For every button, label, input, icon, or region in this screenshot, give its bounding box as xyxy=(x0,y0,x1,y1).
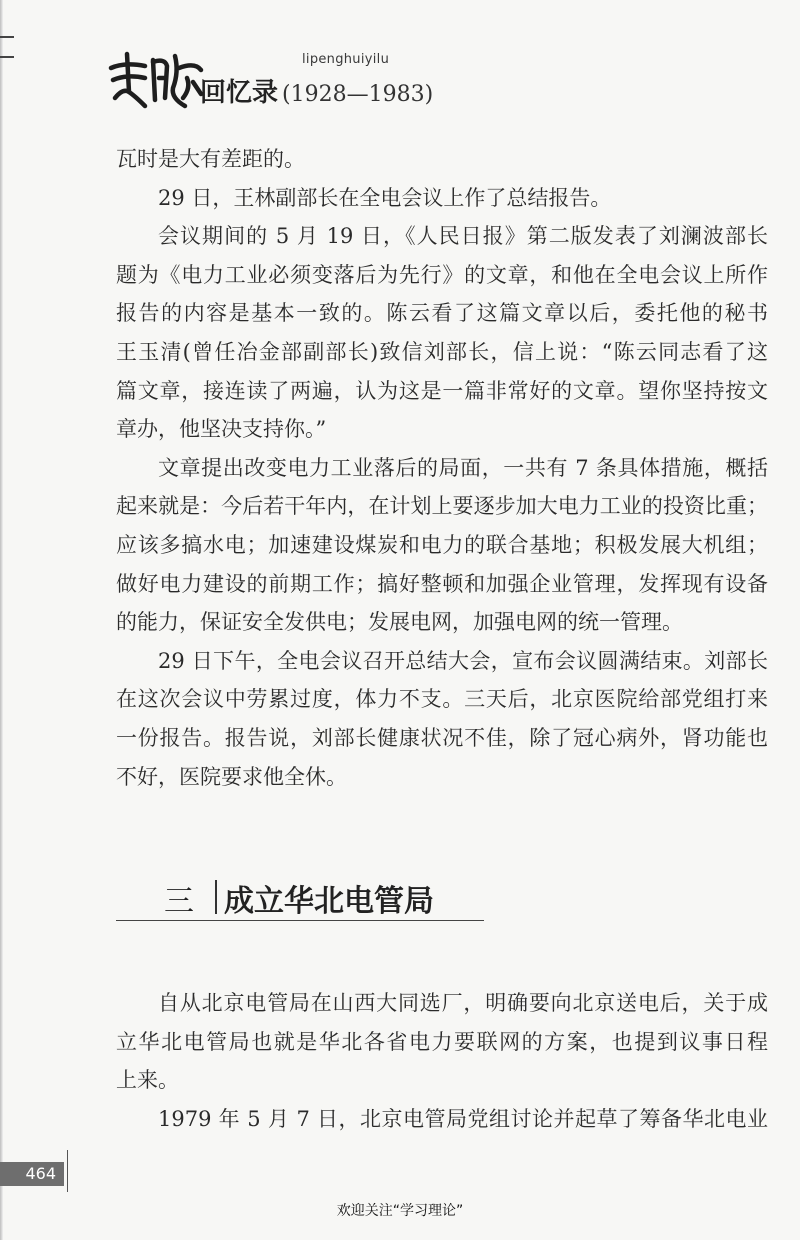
running-header xyxy=(105,48,525,120)
edge-mark xyxy=(0,36,14,38)
paragraph xyxy=(116,1100,768,1139)
paragraph xyxy=(116,642,768,796)
text-line: 不好，医院要求他全休。 xyxy=(116,764,347,789)
paragraph xyxy=(116,449,768,642)
text-line: 起来就是：今后若干年内，在计划上要逐步加大电力工业的投资比重； xyxy=(116,494,768,519)
text-line: 在这次会议中劳累过度，体力不支。三天后，北京医院给部党组打来 xyxy=(116,687,768,712)
page-number: 464 xyxy=(0,1162,64,1186)
body-text-top xyxy=(116,140,768,796)
text-line: 章办，他坚决支持你。” xyxy=(116,417,327,442)
text-line: 王玉清(曾任冶金部副部长)致信刘部长，信上说：“陈云同志看了这 xyxy=(116,339,768,364)
footer-note: 欢迎关注“学习理论” xyxy=(336,1203,464,1219)
text-line: 会议期间的 5 月 19 日，《人民日报》第二版发表了刘澜波部长 xyxy=(158,224,768,249)
page-edge xyxy=(0,0,3,1240)
handwritten-name-logo xyxy=(105,48,205,112)
section-number: 三 xyxy=(164,884,194,919)
page-number-rule xyxy=(67,1150,68,1192)
header-pinyin: lipenghuiyilu xyxy=(302,52,390,67)
paragraph xyxy=(116,984,768,1100)
section-underline xyxy=(116,920,484,921)
text-line: 做好电力建设的前期工作；搞好整顿和加强企业管理，发挥现有设备 xyxy=(116,571,768,596)
book-title xyxy=(200,72,433,109)
section-title: 成立华北电管局 xyxy=(224,884,434,919)
paragraph xyxy=(116,217,768,449)
text-line: 一份报告。报告说，刘部长健康状况不佳，除了冠心病外，肾功能也 xyxy=(116,725,768,750)
body-text-bottom xyxy=(116,984,768,1138)
text-line: 瓦时是大有差距的。 xyxy=(116,147,305,171)
book-title-main: 回忆录 xyxy=(200,78,279,108)
text-line: 29 日下午，全电会议召开总结大会，宣布会议圆满结束。刘部长 xyxy=(158,648,768,673)
text-line: 篇文章，接连读了两遍，认为这是一篇非常好的文章。望你坚持按文 xyxy=(116,378,768,403)
paragraph xyxy=(116,140,768,179)
paragraph xyxy=(116,179,768,218)
text-line: 立华北电管局也就是华北各省电力要联网的方案，也提到议事日程 xyxy=(116,1029,768,1054)
section-heading xyxy=(116,874,486,924)
book-title-years: (1928—1983) xyxy=(282,82,434,107)
text-line: 自从北京电管局在山西大同选厂，明确要向北京送电后，关于成 xyxy=(158,991,768,1015)
text-line: 1979 年 5 月 7 日，北京电管局党组讨论并起草了筹备华北电业 xyxy=(158,1106,768,1131)
text-line: 的能力，保证安全发供电；发展电网，加强电网的统一管理。 xyxy=(116,610,683,635)
section-divider xyxy=(215,880,217,914)
text-line: 文章提出改变电力工业落后的局面，一共有 7 条具体措施，概括 xyxy=(158,455,768,480)
text-line: 上来。 xyxy=(116,1068,179,1093)
edge-mark xyxy=(0,56,14,58)
text-line: 29 日，王林副部长在全电会议上作了总结报告。 xyxy=(158,185,612,210)
text-line: 题为《电力工业必须变落后为先行》的文章，和他在全电会议上所作 xyxy=(116,262,768,287)
text-line: 应该多搞水电；加速建设煤炭和电力的联合基地；积极发展大机组； xyxy=(116,532,768,557)
text-line: 报告的内容是基本一致的。陈云看了这篇文章以后，委托他的秘书 xyxy=(116,301,768,326)
